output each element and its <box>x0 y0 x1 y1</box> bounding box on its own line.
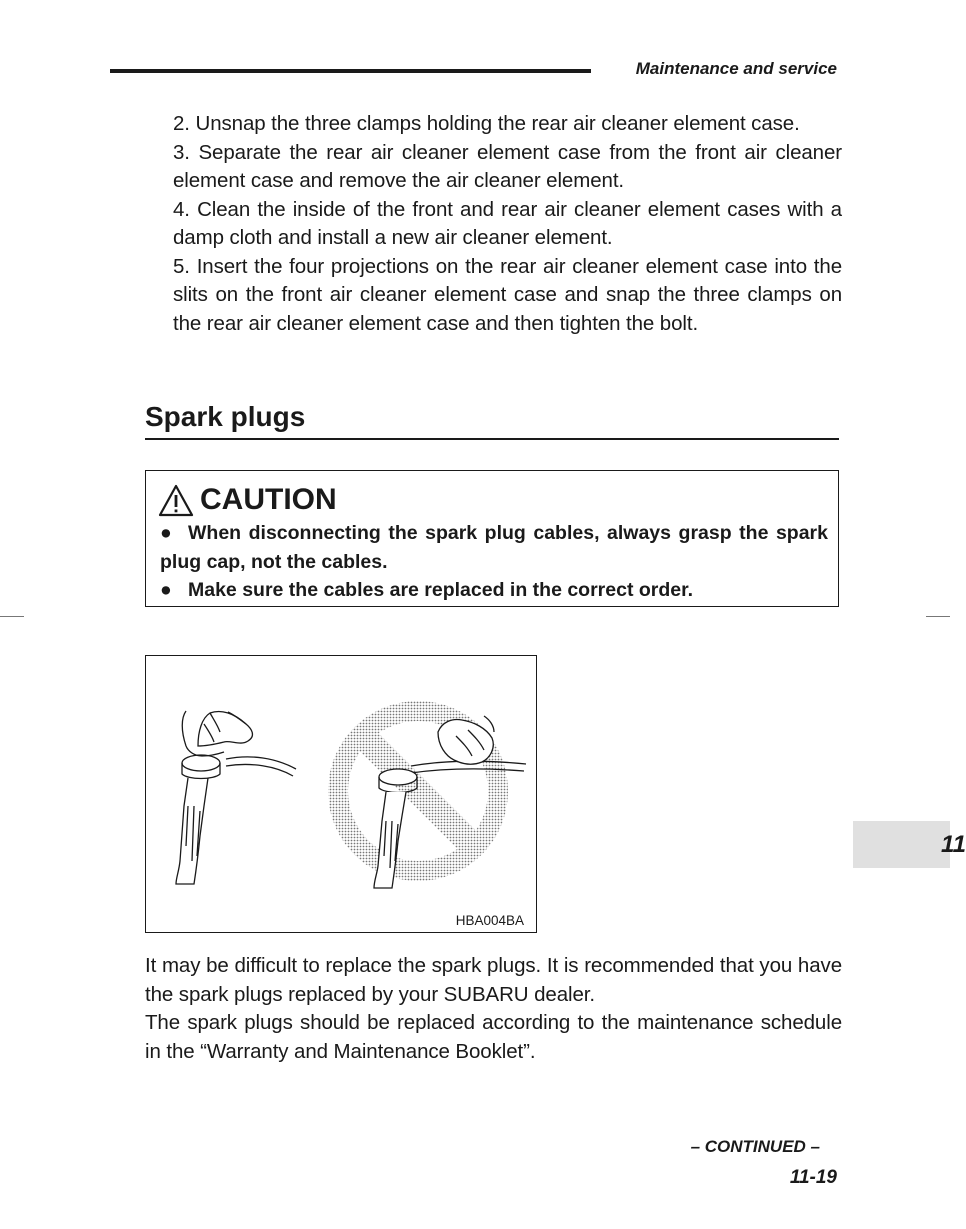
correct-grip-drawing <box>176 711 296 884</box>
page-number: 11-19 <box>789 1167 837 1188</box>
header-title: Maintenance and service <box>635 59 837 78</box>
caution-title <box>158 482 337 518</box>
caution-item <box>160 576 828 605</box>
caution-item-text: Make sure the cables are replaced in the correct order. <box>188 579 694 601</box>
caution-item <box>160 519 828 576</box>
bullet-icon: ● <box>160 522 172 544</box>
caution-box <box>145 470 839 607</box>
body-paragraph: It may be difficult to replace the spark plugs. It is recommended that you have the spark plugs replaced by your SUBARU dealer. <box>145 954 842 1006</box>
section-heading: Spark plugs <box>145 401 306 432</box>
crop-mark <box>926 616 950 617</box>
figure-code: HBA004BA <box>455 913 524 928</box>
step-4: 4. Clean the inside of the front and rear air cleaner element cases with a damp cloth and install a new air cleaner element. <box>173 197 842 249</box>
caution-items <box>160 519 828 605</box>
section-rule <box>145 438 839 440</box>
step-3: 3. Separate the rear air cleaner element case from the front air cleaner element case and remove the air cleaner element. <box>173 140 842 192</box>
steps-list <box>173 110 842 338</box>
spark-plug-illustration <box>146 656 538 934</box>
chapter-tab-label: 11 <box>941 831 966 858</box>
body-paragraph: The spark plugs should be replaced according to the maintenance schedule in the “Warranty and Maintenance Booklet”. <box>145 1011 842 1063</box>
step-5: 5. Insert the four projections on the rear air cleaner element case into the slits on the front air cleaner element case and snap the three clamps on the rear air cleaner element case and then tighten the bolt. <box>173 254 842 335</box>
warning-triangle-icon <box>158 484 194 517</box>
step-2: 2. Unsnap the three clamps holding the rear air cleaner element case. <box>173 112 800 135</box>
chapter-tab <box>853 821 966 868</box>
bullet-icon: ● <box>160 579 172 601</box>
prohibited-grip-drawing <box>328 701 526 888</box>
continued-label: – CONTINUED – <box>690 1137 820 1156</box>
caution-label: CAUTION <box>200 483 337 516</box>
header-rule <box>110 69 591 73</box>
crop-mark <box>0 616 24 617</box>
spark-plug-figure <box>145 655 537 933</box>
body-text <box>145 952 842 1066</box>
caution-item-text: When disconnecting the spark plug cables, always grasp the spark plug cap, not the cables. <box>160 522 828 573</box>
